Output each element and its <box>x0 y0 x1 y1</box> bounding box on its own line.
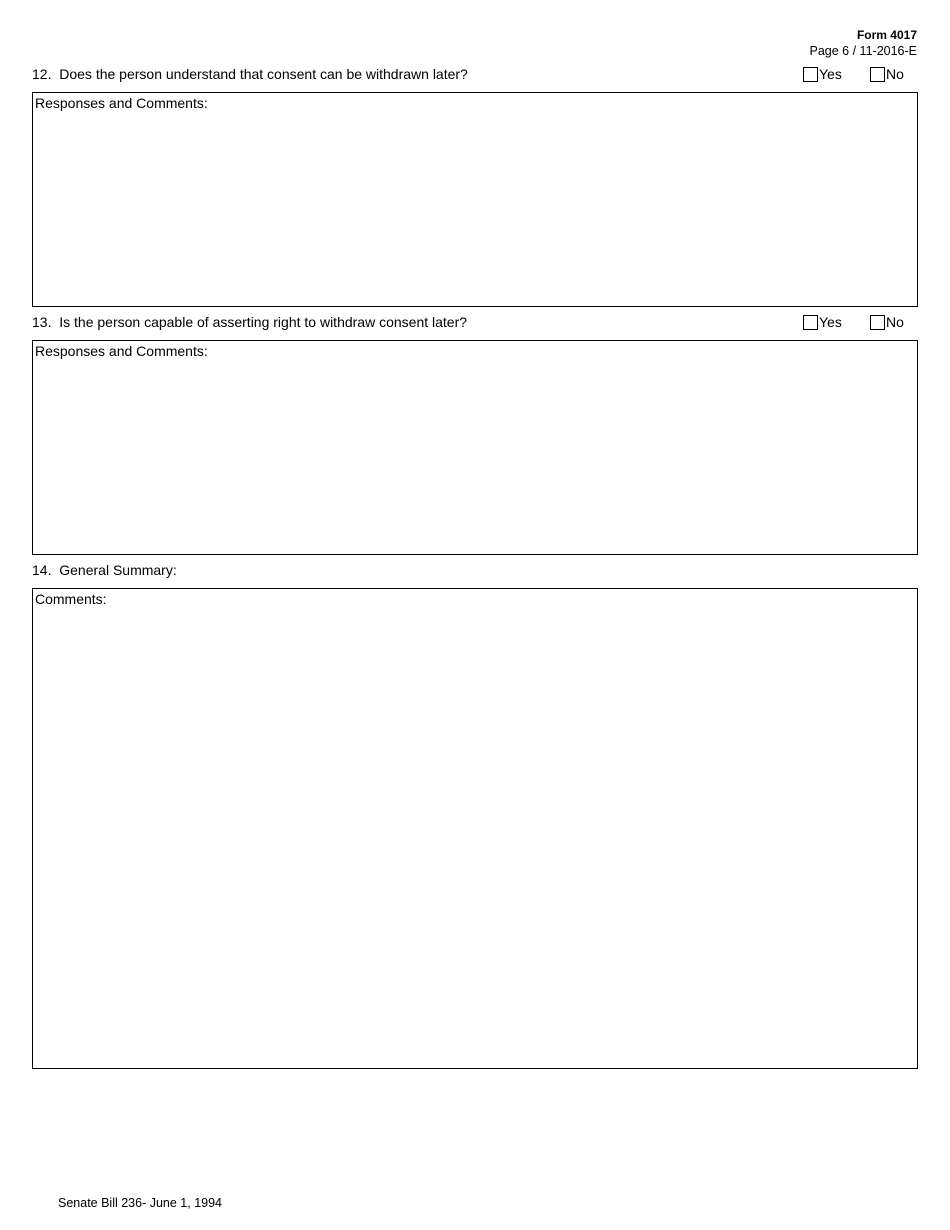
question-12-no-label: No <box>886 66 904 82</box>
question-13-comments-field[interactable] <box>33 361 917 554</box>
question-13-no-checkbox[interactable] <box>870 315 885 330</box>
question-13-yes-option[interactable] <box>803 314 842 330</box>
question-12-row <box>32 64 918 84</box>
question-13-yes-checkbox[interactable] <box>803 315 818 330</box>
general-summary-comments-label: Comments: <box>35 591 107 607</box>
question-13-text <box>32 312 467 332</box>
question-12-comments-field[interactable] <box>33 113 917 306</box>
question-12-yes-option[interactable] <box>803 66 842 82</box>
question-13-row <box>32 312 918 332</box>
question-13-comments-label: Responses and Comments: <box>35 343 208 359</box>
question-12-no-option[interactable] <box>870 66 904 82</box>
form-number: Form 4017 <box>856 28 917 42</box>
question-13-no-label: No <box>886 314 904 330</box>
question-13-number: 13. <box>32 314 52 330</box>
page-info: Page 6 / 11-2016-E <box>809 44 917 58</box>
question-13-comments-box[interactable] <box>32 340 918 555</box>
question-14-row <box>32 560 918 580</box>
question-14-number: 14. <box>32 562 52 578</box>
question-12-number: 12. <box>32 66 52 82</box>
question-12-text <box>32 64 468 84</box>
footer-text: Senate Bill 236- June 1, 1994 <box>58 1196 223 1210</box>
question-13-label: Is the person capable of asserting right to withdraw consent later? <box>59 314 468 330</box>
question-14-label: General Summary: <box>59 562 177 578</box>
question-12-yes-label: Yes <box>819 66 842 82</box>
question-12-yes-checkbox[interactable] <box>803 67 818 82</box>
question-12-comments-label: Responses and Comments: <box>35 95 208 111</box>
form-header <box>810 27 917 59</box>
question-13-no-option[interactable] <box>870 314 904 330</box>
question-14-text <box>32 560 177 580</box>
question-12-comments-box[interactable] <box>32 92 918 307</box>
question-13-yes-label: Yes <box>819 314 842 330</box>
question-12-label: Does the person understand that consent can be withdrawn later? <box>59 66 468 82</box>
question-12-no-checkbox[interactable] <box>870 67 885 82</box>
general-summary-comments-box[interactable] <box>32 588 918 1069</box>
general-summary-comments-field[interactable] <box>33 609 917 1068</box>
